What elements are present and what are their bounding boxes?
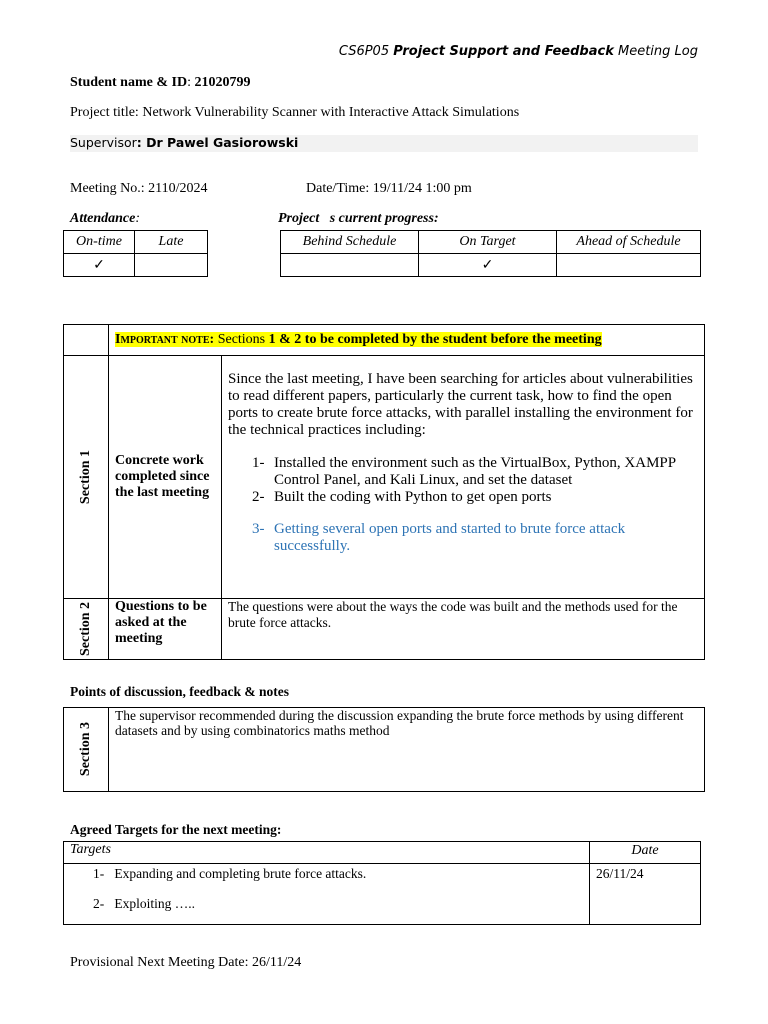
attendance-mark-ontime: ✓: [64, 254, 135, 277]
targets-heading: Agreed Targets for the next meeting:: [70, 822, 282, 837]
progress-col-ahead: Ahead of Schedule: [557, 231, 701, 254]
progress-col-behind: Behind Schedule: [281, 231, 419, 254]
date-col-header: Date: [590, 842, 701, 864]
meeting-datetime: Date/Time: 19/11/24 1:00 pm: [306, 181, 472, 196]
section-2-label: Questions to be asked at the meeting: [109, 599, 222, 660]
progress-table: [280, 230, 701, 277]
target-date: 26/11/24: [590, 864, 701, 925]
progress-col-ontarget: On Target: [419, 231, 557, 254]
header-title-rest: Meeting Log: [618, 44, 698, 59]
section-3-marker: Section 3: [64, 708, 109, 792]
attendance-col-ontime: On-time: [64, 231, 135, 254]
section-3-content: The supervisor recommended during the discussion expanding the brute force methods by using different datasets and by using combinatorics maths method: [109, 708, 705, 792]
module-code: CS6P05: [338, 44, 390, 59]
section-3-table: [63, 707, 705, 792]
important-note: Important note: Sections 1 & 2 to be completed by the student before the meeting: [109, 325, 705, 356]
project-title-value: Network Vulnerability Scanner with Interactive Attack Simulations: [142, 105, 520, 120]
student-line: Student name & ID: 21020799: [70, 75, 251, 90]
list-item: 2- Exploiting …..: [93, 896, 195, 911]
meeting-number: Meeting No.: 2110/2024: [70, 181, 208, 196]
section-1-label: Concrete work completed since the last meeting: [109, 356, 222, 599]
list-item: 1- Expanding and completing brute force attacks.: [93, 866, 367, 881]
meeting-datetime-value: 19/11/24 1:00 pm: [372, 181, 472, 196]
points-heading: Points of discussion, feedback & notes: [70, 684, 290, 699]
section-1-marker: Section 1: [64, 356, 109, 599]
progress-mark-behind: [281, 254, 419, 277]
section-2-marker: Section 2: [64, 599, 109, 660]
supervisor-name: Dr Pawel Gasiorowski: [146, 135, 299, 150]
meeting-number-value: 2110/2024: [148, 181, 208, 196]
next-meeting-line: Provisional Next Meeting Date: 26/11/24: [70, 955, 302, 970]
supervisor-label: Supervisor: [70, 135, 137, 150]
attendance-col-late: Late: [135, 231, 208, 254]
student-id: 21020799: [194, 75, 251, 90]
targets-col-header: Targets: [64, 842, 590, 864]
student-label: Student name & ID: [70, 75, 188, 90]
list-item: 3- Getting several open ports and started to brute force attack successfully.: [252, 521, 626, 554]
targets-list: [64, 864, 590, 925]
supervisor-line: Supervisor: Dr Pawel Gasiorowski: [70, 135, 698, 152]
document-header: [339, 44, 698, 59]
section-1-content: [222, 356, 705, 599]
header-title-bold: Project Support and Feedback: [393, 44, 614, 59]
progress-label: Project s current progress:: [278, 211, 439, 226]
list-item: 2- Built the coding with Python to get open ports: [252, 489, 552, 505]
progress-mark-ahead: [557, 254, 701, 277]
targets-table: [63, 841, 701, 925]
attendance-mark-late: [135, 254, 208, 277]
next-meeting-date: 26/11/24: [251, 955, 302, 970]
attendance-label: Attendance:: [70, 211, 141, 226]
project-title-label: Project title:: [70, 105, 139, 120]
section-1-intro: Since the last meeting, I have been searching for articles about vulnerabilities to read different papers, particularly the current task, how to find the open ports to create brute force attacks, with parallel installing the environment for the technical practices including:: [228, 371, 693, 438]
progress-mark-ontarget: ✓: [419, 254, 557, 277]
project-title-line: [70, 105, 519, 121]
list-item: 1- Installed the environment such as the VirtualBox, Python, XAMPP Control Panel, and Kali Linux, and set the dataset: [252, 455, 676, 488]
sections-table: [63, 324, 705, 660]
section-2-content: The questions were about the ways the code was built and the methods used for the brute force attacks.: [222, 599, 705, 660]
section-1-list: [228, 455, 698, 555]
attendance-table: [63, 230, 208, 277]
